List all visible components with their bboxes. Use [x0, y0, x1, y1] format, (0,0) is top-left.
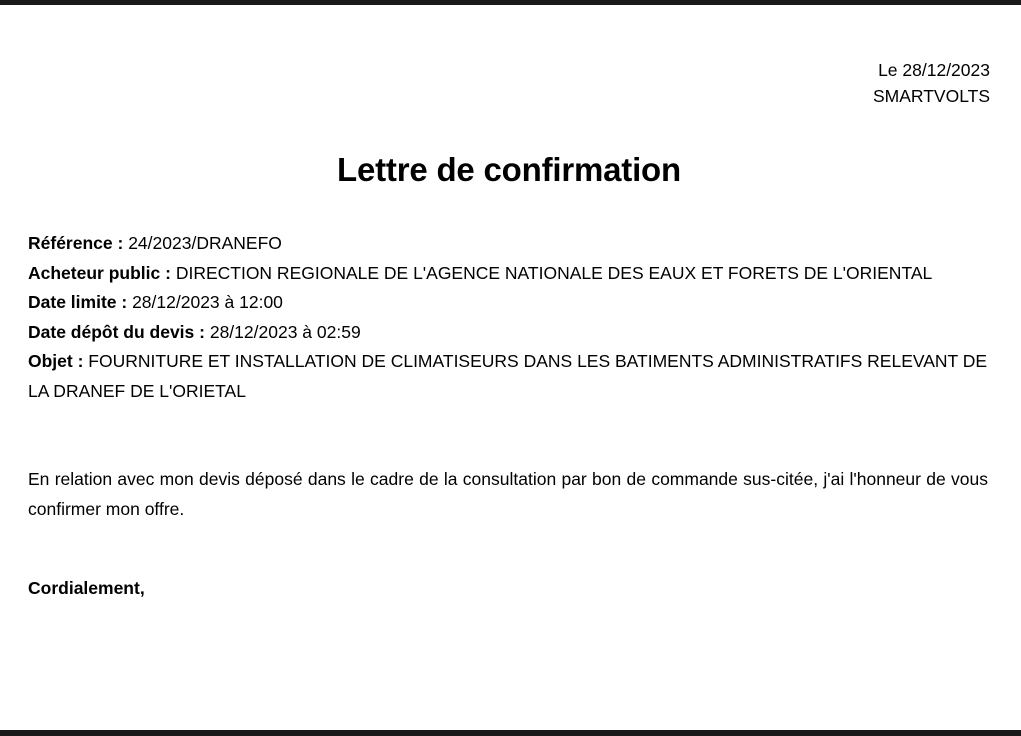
field-acheteur-public	[28, 259, 990, 289]
document-content	[0, 5, 1021, 730]
field-date-depot-label: Date dépôt du devis :	[28, 321, 205, 342]
field-date-depot	[28, 318, 990, 348]
closing-salutation: Cordialement,	[28, 578, 145, 598]
field-reference	[28, 229, 990, 259]
field-objet-value: FOURNITURE ET INSTALLATION DE CLIMATISEURS DANS LES BATIMENTS ADMINISTRATIFS RELEVANT DE LA DRANEF DE L'ORIETAL	[28, 351, 988, 401]
field-acheteur-public-value: DIRECTION REGIONALE DE L'AGENCE NATIONALE DES EAUX ET FORETS DE L'ORIENTAL	[175, 262, 933, 283]
company-name: SMARTVOLTS	[872, 86, 990, 106]
letter-date: Le 28/12/2023	[878, 60, 990, 80]
field-date-limite-value: 28/12/2023 à 12:00	[132, 292, 283, 312]
field-objet-label: Objet :	[28, 351, 84, 371]
field-objet	[28, 347, 990, 406]
body-paragraph: En relation avec mon devis déposé dans le cadre de la consultation par bon de commande sus-citée, j'ai l'honneur de vous confirmer mon offre.	[28, 469, 988, 519]
field-acheteur-public-label: Acheteur public :	[28, 262, 171, 283]
field-reference-label: Référence :	[28, 233, 124, 253]
field-date-limite	[28, 288, 990, 318]
field-date-depot-value: 28/12/2023 à 02:59	[209, 321, 361, 342]
letter-header	[28, 57, 990, 109]
bottom-border-bar	[0, 730, 1021, 736]
field-date-limite-label: Date limite :	[28, 292, 128, 312]
reference-fields	[28, 229, 990, 406]
page-title: Lettre de confirmation	[337, 151, 681, 188]
field-reference-value: 24/2023/DRANEFO	[128, 233, 282, 253]
